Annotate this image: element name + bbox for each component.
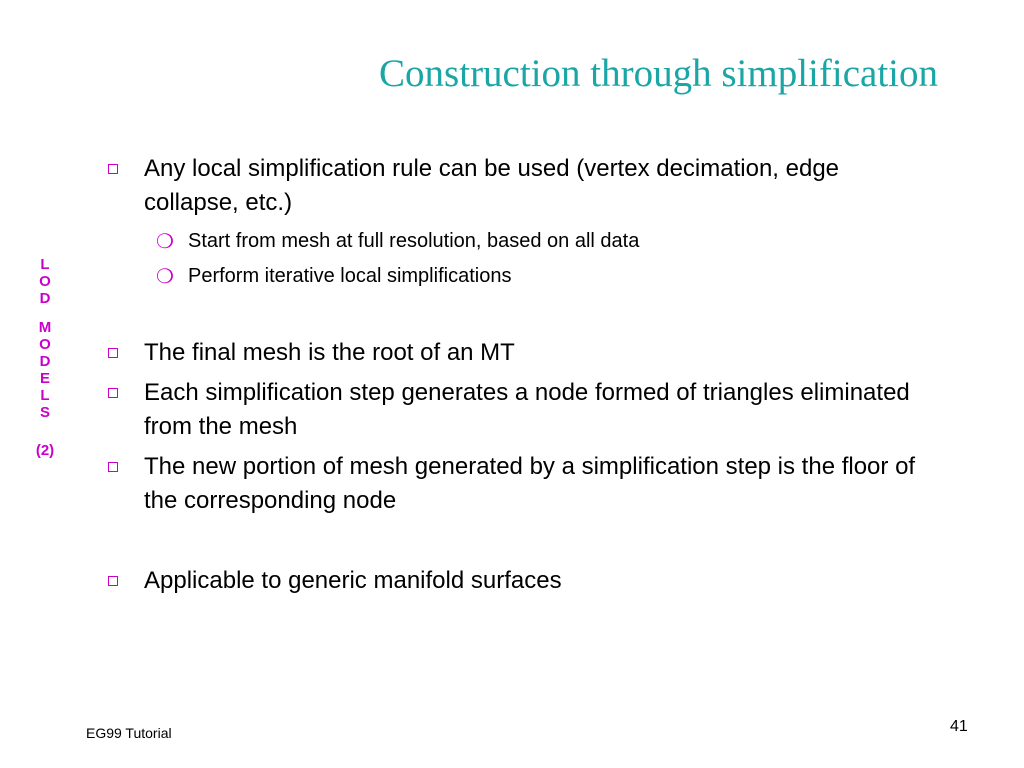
bullet-text: Applicable to generic manifold surfaces — [144, 567, 562, 594]
sidebar-section-label — [28, 256, 62, 459]
square-bullet-icon — [108, 164, 118, 174]
sidebar-part-number: (2) — [35, 442, 55, 459]
sidebar-letter: O — [39, 336, 51, 353]
sidebar-letter: D — [39, 353, 51, 370]
sidebar-letter: D — [39, 290, 51, 307]
sub-bullet-text: Perform iterative local simplifications — [188, 265, 512, 287]
sub-bullet-item — [104, 259, 934, 294]
sidebar-letter: L — [40, 387, 50, 404]
bullet-text: Any local simplification rule can be used (vertex decimation, edge collapse, etc.) — [144, 155, 840, 216]
sidebar-letter: O — [39, 273, 51, 290]
square-bullet-icon — [108, 388, 118, 398]
sidebar-letter: E — [39, 370, 50, 387]
square-bullet-icon — [108, 462, 118, 472]
bullet-item — [104, 336, 934, 370]
sidebar-letter: L — [40, 256, 50, 273]
slide-body — [104, 152, 934, 598]
bullet-text: The new portion of mesh generated by a simplification step is the floor of the corresponding node — [144, 453, 916, 514]
sub-bullet-item — [104, 224, 934, 259]
bullet-text: The final mesh is the root of an MT — [144, 339, 515, 366]
bullet-item — [104, 450, 934, 518]
bullet-item — [104, 376, 934, 444]
sidebar-letter: S — [39, 404, 50, 421]
circle-bullet-icon: ❍ — [156, 264, 174, 288]
slide-title: Construction through simplification — [379, 52, 938, 95]
square-bullet-icon — [108, 576, 118, 586]
sidebar-gap — [28, 307, 62, 319]
page-number: 41 — [950, 718, 968, 735]
footer-label: EG99 Tutorial — [86, 725, 172, 741]
bullet-text: Each simplification step generates a node formed of triangles eliminated from the mesh — [144, 379, 910, 440]
bullet-item — [104, 564, 934, 598]
square-bullet-icon — [108, 348, 118, 358]
sub-bullet-text: Start from mesh at full resolution, based on all data — [188, 230, 640, 252]
sidebar-letter: M — [38, 319, 52, 336]
bullet-item — [104, 152, 934, 220]
circle-bullet-icon: ❍ — [156, 229, 174, 253]
